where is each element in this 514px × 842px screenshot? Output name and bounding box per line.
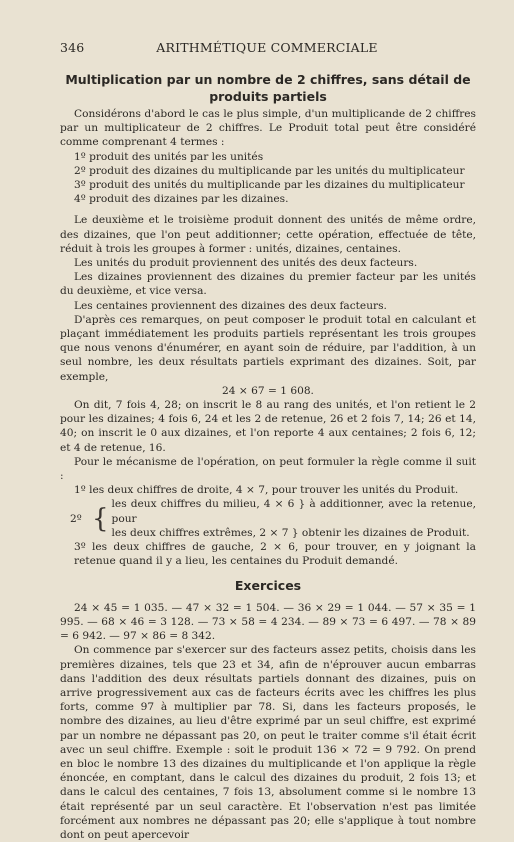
intro-paragraph: Considérons d'abord le cas le plus simple, d'un multiplicande de 2 chiffres par un multiplicateur de 2 chiffres. Le Produit total peut être considéré comme comprenant 4 termes : [60, 108, 476, 149]
paragraph-5: D'après ces remarques, on peut composer le produit total en calculant et plaçant immédiatement les produits partiels représentant les trois groupes que nous venons d'énumérer, en ayant soin de réduire, par l'addition, à un seul nombre, les deux résultats partiels exprimant des dizaines. Soit, par exemple, [60, 313, 476, 383]
running-header [60, 40, 474, 55]
page-number: 346 [60, 40, 85, 55]
rule-2-block [60, 497, 476, 540]
term-2: 2º produit des dizaines du multiplicande par les unités du multiplicateur [74, 164, 465, 177]
paragraph-2: Les unités du produit proviennent des unités des deux facteurs. [74, 257, 418, 270]
explanation-paragraph: On dit, 7 fois 4, 28; on inscrit le 8 au rang des unités, et l'on retient le 2 pour les dizaines; 4 fois 6, 24 et les 2 de retenue, 26 et 2 fois 7, 14; 26 et 14, 40; on inscrit le 0 aux dizaines, et l'on reporte 4 aux centaines; 2 fois 6, 12; et 4 de retenue, 16. [60, 399, 476, 454]
paragraph-4: Les centaines proviennent des dizaines des deux facteurs. [74, 299, 387, 312]
paragraph-3: Les dizaines proviennent des dizaines du premier facteur par les unités du deuxième, et vice versa. [60, 271, 476, 298]
example-formula: 24 × 67 = 1 608. [222, 384, 314, 397]
term-1: 1º produit des unités par les unités [74, 150, 264, 163]
exercises-list: 24 × 45 = 1 035. — 47 × 32 = 1 504. — 36 × 29 = 1 044. — 57 × 35 = 1 995. — 68 × 46 = 3 128. — 73 × 58 = 4 234. — 89 × 73 = 6 497. — 78 × 89 = 6 942. — 97 × 86 = 8 342. [60, 601, 476, 643]
rule-2-line-2: les deux chiffres extrêmes, 2 × 7 } obtenir les dizaines de Produit. [111, 526, 470, 539]
closing-paragraph: On commence par s'exercer sur des facteurs assez petits, choisis dans les premières dizaines, tels que 23 et 34, afin de n'éprouver aucun embarras dans l'addition des deux résultats partiels donnant des dizaines, puis on arrive progressivement aux cas de facteurs écrits avec les chiffres les plus forts, comme 97 à multiplier par 78. Si, dans les facteurs proposés, le nombre des dizaines, au lieu d'être exprimé par un seul chiffre, est exprimé par un nombre ne dépassant pas 20, on peut le traiter comme s'il était écrit avec un seul chiffre. Exemple : soit le produit 136 × 72 = 9 792. On prend en bloc le nombre 13 des dizaines du multiplicande et l'on applique la règle énoncée, en comptant, dans le calcul des dizaines du produit, 2 fois 13; et dans le calcul des centaines, 7 fois 13, absolument comme si le nombre 13 était représenté par un seul caractère. Et l'observation n'est pas limitée forcément aux nombres ne dépassant pas 20; elle s'applique à tout nombre dont on peut apercevoir [60, 644, 476, 841]
exercices-title: Exercices [234, 577, 302, 593]
rule-2-line-1: les deux chiffres du milieu, 4 × 6 } à additionner, avec la retenue, pour [111, 498, 476, 525]
brace-icon: { [92, 503, 109, 534]
rule-1: 1º les deux chiffres de droite, 4 × 7, pour trouver les unités du Produit. [74, 484, 459, 497]
rule-3: 3º les deux chiffres de gauche, 2 × 6, pour trouver, en y joignant la retenue quand il y a lieu, les centaines du Produit demandé. [74, 541, 476, 568]
running-title: ARITHMÉTIQUE COMMERCIALE [156, 40, 378, 55]
paragraph-1: Le deuxième et le troisième produit donnent des unités de même ordre, des dizaines, que l'on peut additionner; cette opération, effectuée de tête, réduit à trois les groupes à former : unités, dizaines, centaines. [60, 214, 476, 255]
term-3: 3º produit des unités du multiplicande par les dizaines du multiplicateur [74, 179, 465, 192]
section-title: Multiplication par un nombre de 2 chiffres, sans détail de produits partiels [65, 72, 471, 104]
body-text [60, 107, 476, 842]
term-4: 4º produit des dizaines par les dizaines. [74, 193, 289, 206]
rule-intro: Pour le mécanisme de l'opération, on peut formuler la règle comme il suit : [60, 455, 476, 483]
rule-2-number: 2º [70, 512, 82, 525]
